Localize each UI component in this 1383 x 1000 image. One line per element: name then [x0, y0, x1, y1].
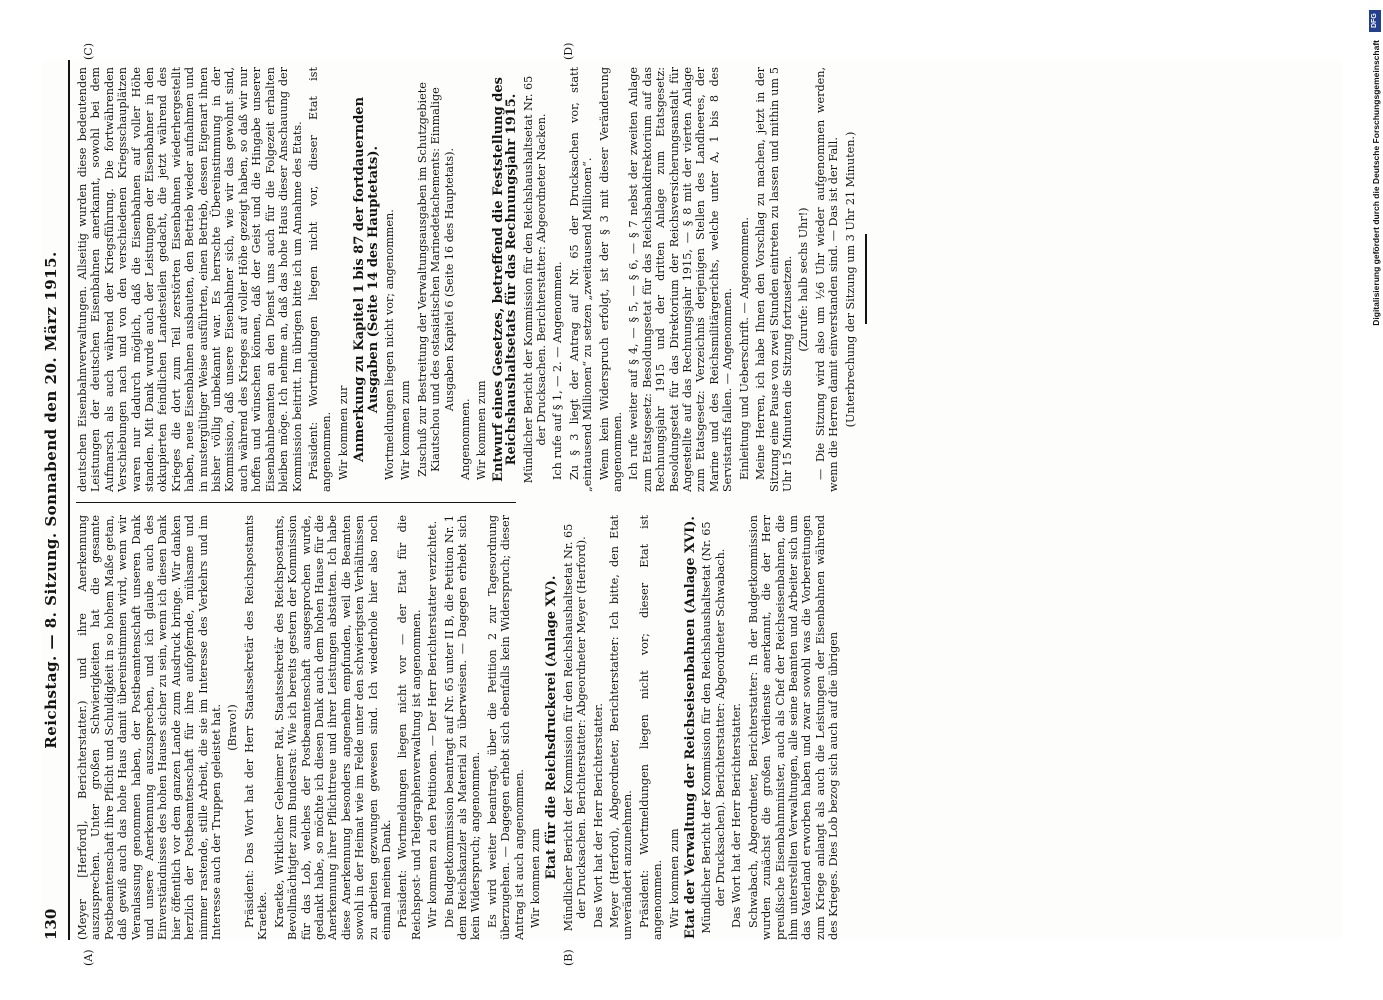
section-subheading: Mündlicher Bericht der Kommission für den Reichshaushaltsetat (Nr. 65 der Drucksachen). Berichterstatter: Abgeordneter Schwabach. — [699, 521, 727, 934]
paragraph: Einleitung und Ueberschrift. — Angenommen. — [737, 217, 751, 480]
digitization-credit: Digitalisierung gefördert durch die Deutsche Forschungsgemeinschaft — [1371, 40, 1381, 326]
margin-marker-c: (C) — [81, 43, 95, 60]
paragraph: Präsident: Wortmeldungen liegen nicht vor; dieser Etat ist angenommen. — [637, 515, 664, 940]
header-rule — [68, 60, 70, 940]
paragraph: Meyer (Herford), Abgeordneter, Berichterstatter: Ich bitte, den Etat unverändert anzunehmen. — [607, 515, 634, 940]
paragraph: Wortmeldungen liegen nicht vor; angenommen. — [382, 209, 396, 480]
section-subheading: Mündlicher Bericht der Kommission für den Reichshaushaltsetat Nr. 65 der Drucksachen. Berichterstatter: Abgeordneter Nacken. — [521, 75, 548, 484]
paragraph: Wir kommen zum — [398, 380, 412, 480]
paragraph: Wir kommen zum — [528, 828, 542, 928]
interruption-note: (Unterbrechung der Sitzung um 3 Uhr 21 Minuten.) — [843, 131, 857, 428]
applause-note: (Bravo!) — [225, 704, 239, 751]
paragraph: Wir kommen zum — [474, 380, 488, 480]
paragraph: Das Wort hat der Herr Berichterstatter. — [729, 703, 743, 928]
paragraph: Präsident: Wortmeldungen liegen nicht vor, dieser Etat ist angenommen. — [306, 67, 333, 492]
dfg-logo: DFG — [1369, 10, 1381, 32]
left-column — [76, 515, 844, 940]
column-divider — [76, 502, 516, 503]
section-subheading: Zuschuß zur Bestreitung der Verwaltungsausgaben im Schutzgebiete Kiautschou und des ostasiatischen Marinedetachements: Einmalige Ausgaben Kapitel 6 (Seite 16 des Hauptetats). — [415, 82, 456, 477]
running-title: Reichstag. — 8. Sitzung. Sonnabend den 20. März 1915. — [41, 251, 60, 749]
rotated-scan-page — [41, 42, 1342, 966]
paragraph: Präsident: Wortmeldungen liegen nicht vor — der Etat für die Reichspost- und Telegraphenverwaltung ist angenommen. — [395, 515, 423, 940]
paragraph: deutschen Eisenbahnverwaltungen. Allseitig wurden diese bedeutenden Leistungen der deutschen Eisenbahnen anerkannt, sowohl bei dem Aufmarsch als auch während der Kriegsführung. Die fortwährenden Verschiebungen nach und von den verschiedenen Kriegsschauplätzen waren nur dadurch möglich, daß die Eisenbahnen auf voller Höhe standen. Mit Dank wurde auch der Leistungen der Eisenbahner in den okkupierten feindlichen Landesteilen gedacht, die jetzt während des Krieges die dort zum Teil zerstörten Eisenbahnen wiederhergestellt haben, neue Eisenbahnen ausbauten, den Betrieb wieder aufnahmen und in mustergültiger Weise ausführten, einen Betrieb, dessen Eigenart ihnen bisher völlig unbekannt war. Es herrschte Übereinstimmung in der Kommission, daß unsere Eisenbahner sich, wie wir das gewohnt sind, auch während des Krieges auf voller Höhe gezeigt haben, so daß wir nur hoffen und wünschen können, daß der Geist und die Hingabe unserer Eisenbahnbeamten an den Dienst uns auch für die Folgezeit erhalten bleiben möge. Ich nehme an, daß das hohe Haus dieser Anschauung der Kommission beitritt. Im übrigen bitte ich um Annahme des Etats. — [75, 67, 303, 492]
margin-marker-b: (B) — [561, 949, 575, 966]
paragraph: Angenommen. — [458, 398, 472, 480]
section-subheading: Mündlicher Bericht der Kommission für den Reichshaushaltsetat Nr. 65 der Drucksachen. Berichterstatter: Abgeordneter Meyer (Herford). — [561, 523, 588, 932]
end-rule — [864, 235, 866, 325]
right-column — [76, 67, 867, 492]
interjection-note: (Zurufe: halb sechs Uhr!) — [796, 207, 810, 352]
paragraph: Wir kommen zu den Petitionen. — Der Herr Berichterstatter verzichtet. — [425, 520, 439, 928]
paragraph: Zu § 3 liegt der Antrag auf Nr. 65 der Drucksachen vor, statt „eintausend Millionen“ zu setzen „zweitausend Millionen“. — [567, 67, 594, 492]
page-number: 130 — [41, 908, 60, 940]
margin-marker-a: (A) — [81, 949, 95, 966]
paragraph: Kraetke, Wirklicher Geheimer Rat, Staatssekretär des Reichspostamts, Bevollmächtigter zum Bundesrat: Wie ich bereits gestern der Kommission für das Lob, welches der Postbeamtenschaft ausgesprochen wurde, gedankt habe, so möchte ich diesen Dank auch dem hohen Hause für die Anerkennung ihrer Pflichttreue und ihrer Leistungen abstatten. Ich habe diese Anerkennung besonders angenehm empfunden, weil die Beamten sowohl in der Heimat wie im Felde unter den schwierigsten Verhältnissen zu arbeiten gezwungen gewesen sind. Ich wiederhole hier also noch einmal meinen Dank. — [272, 515, 393, 940]
paragraph: Ich rufe auf § 1, — 2. — Angenommen. — [550, 261, 564, 480]
section-heading: Etat der Verwaltung der Reichseisenbahnen (Anlage XVI). — [682, 516, 698, 939]
paragraph: Wenn kein Widerspruch erfolgt, ist der § 3 mit dieser Veränderung angenommen. — [597, 67, 624, 492]
paragraph: Schwabach, Abgeordneter, Berichterstatter: In der Budgetkommission wurden zunächst die großen Verdienste anerkannt, die der Herr preußische Eisenbahnminister, auch als Chef der Reichseisenbahnen, die ihm unterstellten Verwaltungen, alle seine Beamten und Arbeiter sich um das Vaterland erworben haben und zwar sowohl was die Vorbereitungen zum Kriege anlangt als auch die Leistungen der Eisenbahnen während des Krieges. Dies Lob bezog sich auch auf die übrigen — [746, 515, 840, 940]
page-header — [42, 60, 66, 940]
paragraph: Ich rufe weiter auf § 4, — § 5, — § 6, — § 7 nebst der zweiten Anlage zum Etatsgesetz: Besoldungsetat für das Reichsbankdirektorium auf das Rechnungsjahr 1915 und der dritten Anlage zum Etatsgesetz: Besoldungsetat für das Direktorium der Reichsversicherungsanstalt für Angestellte auf das Rechnungsjahr 1915, — § 8 mit der vierten Anlage zum Etatsgesetz: Verzeichnis derjenigen Stellen des Landheeres, der Marine und des Reichsmilitärgerichts, welche unter A, 1 bis 8 des Servistarifs fallen. — Angenommen. — [626, 67, 734, 492]
section-heading: Anmerkung zu Kapitel 1 bis 87 der fortdauernden Ausgaben (Seite 14 des Hauptetats). — [351, 96, 381, 463]
paragraph: Präsident: Das Wort hat der Herr Staatssekretär des Reichspostamts Kraetke. — [242, 515, 269, 940]
section-heading: Entwurf eines Gesetzes, betreffend die Feststellung des Reichshaushaltsetats für das Rechnungsjahr 1915. — [490, 77, 519, 482]
paragraph: (Meyer [Herford], Berichterstatter.) und ihre Anerkennung auszusprechen. Unter großen Schwierigkeiten hat die gesamte Postbeamtenschaft ihre Pflicht und Schuldigkeit in so hohem Maße getan, daß gewiß auch das hohe Haus damit übereinstimmen wird, wenn wir Veranlassung genommen haben, der Postbeamtenschaft unseren Dank und unsere Anerkennung auszusprechen, und ich glaube auch des Einverständnisses des hohen Hauses sicher zu sein, wenn ich diesen Dank hier öffentlich vor dem ganzen Lande zum Ausdruck bringe. Wir danken herzlich der Postbeamtenschaft für ihre aufopfernde, mühsame und nimmer rastende, stille Arbeit, die sie im Interesse des Verkehrs und im Interesse auch der Truppen geleistet hat. — [75, 515, 223, 940]
paragraph: Meine Herren, ich habe Ihnen den Vorschlag zu machen, jetzt in der Sitzung eine Pause von zwei Stunden eintreten zu lassen und mithin um 5 Uhr 15 Minuten die Sitzung fortzusetzen. — [753, 67, 794, 492]
margin-marker-d: (D) — [561, 42, 575, 60]
paragraph: Das Wort hat der Herr Berichterstatter. — [591, 703, 605, 928]
paragraph: Die Budgetkommission beantragt auf Nr. 65 unter II B, die Petition Nr. 1 dem Reichskanzler als Material zu überweisen. — Dagegen erhebt sich kein Widerspruch; angenommen. — [442, 515, 482, 940]
paragraph: Wir kommen zum — [667, 828, 681, 928]
paragraph: — Die Sitzung wird also um ½6 Uhr wieder aufgenommen werden, wenn die Herren damit einverstanden sind. — Das ist der Fall. — [813, 67, 840, 492]
paragraph: Es wird weiter beantragt, über die Petition 2 zur Tagesordnung überzugehen. — Dagegen erhebt sich ebenfalls kein Widerspruch; dieser Antrag ist auch angenommen. — [485, 515, 526, 940]
section-heading: Etat für die Reichsdruckerei (Anlage XV). — [543, 575, 559, 880]
paragraph: Wir kommen zur — [336, 385, 350, 480]
